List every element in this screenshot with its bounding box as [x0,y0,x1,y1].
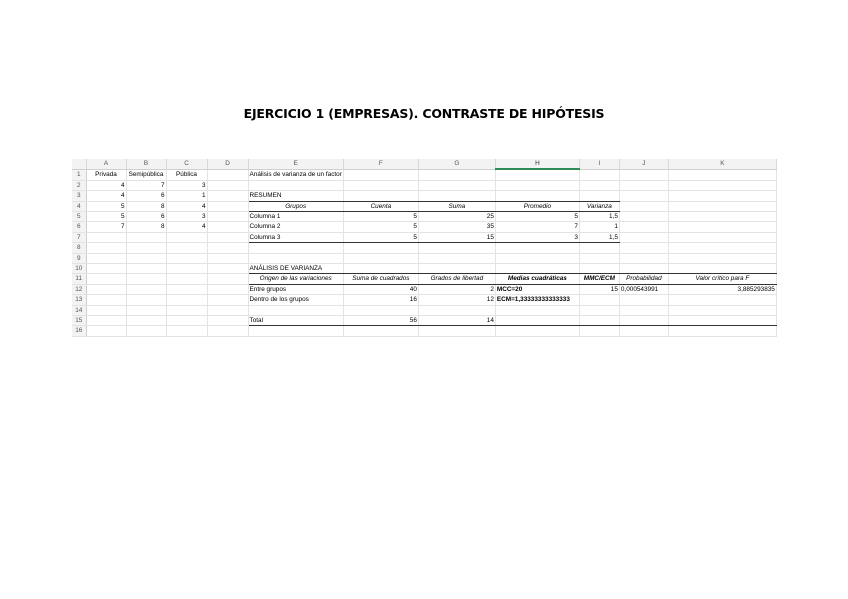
cell[interactable] [343,243,418,253]
cell[interactable] [418,305,495,315]
cell[interactable] [207,284,248,294]
column-header[interactable]: D [207,159,248,169]
cell[interactable] [207,169,248,180]
cell[interactable] [248,305,343,315]
row-header[interactable]: 3 [72,191,86,201]
cell[interactable] [495,169,579,180]
cell[interactable] [579,191,619,201]
row-header[interactable]: 6 [72,222,86,232]
sheet-row [72,201,776,211]
cell[interactable] [619,201,668,211]
cell[interactable] [495,326,579,336]
cell[interactable] [668,232,776,242]
cell[interactable] [86,232,126,242]
cell[interactable] [207,264,248,274]
cell[interactable]: Pública [166,169,207,180]
cell[interactable] [207,316,248,326]
cell[interactable] [207,212,248,222]
anova-header-cell[interactable]: Valor crítico para F [668,274,776,284]
cell[interactable] [207,180,248,190]
cell[interactable] [86,316,126,326]
cell[interactable] [495,316,579,326]
column-header[interactable]: B [126,159,166,169]
cell[interactable] [166,295,207,305]
anova-cell[interactable]: 3,885293835 [668,284,776,294]
anova-header-cell[interactable]: Suma de cuadrados [343,274,418,284]
cell[interactable] [418,191,495,201]
cell[interactable] [619,212,668,222]
cell[interactable] [495,253,579,263]
cell[interactable] [668,264,776,274]
cell[interactable] [343,253,418,263]
cell[interactable] [619,326,668,336]
anova-header-cell[interactable]: Probabilidad [619,274,668,284]
cell[interactable] [619,222,668,232]
cell[interactable]: 1 [166,191,207,201]
cell[interactable]: 4 [166,222,207,232]
anova-cell[interactable]: 0,000543991 [619,284,668,294]
column-header[interactable]: J [619,159,668,169]
cell[interactable] [248,326,343,336]
cell[interactable] [86,253,126,263]
cell[interactable] [207,243,248,253]
anova-header-cell[interactable]: Grados de libertad [418,274,495,284]
cell[interactable] [418,169,495,180]
cell[interactable] [619,169,668,180]
cell[interactable] [619,243,668,253]
cell[interactable] [207,274,248,284]
cell[interactable] [619,191,668,201]
cell[interactable] [343,169,418,180]
anova-cell[interactable]: 16 [343,295,418,305]
anova-cell[interactable]: 12 [418,295,495,305]
cell[interactable]: 4 [166,201,207,211]
column-header[interactable]: F [343,159,418,169]
cell[interactable]: Semipública [126,169,166,180]
summary-cell[interactable]: Columna 3 [248,232,343,242]
cell[interactable] [579,243,619,253]
cell[interactable] [668,169,776,180]
row-header[interactable]: 8 [72,243,86,253]
cell[interactable] [86,274,126,284]
cell[interactable] [495,264,579,274]
sheet-row [72,253,776,263]
sheet-row [72,295,776,305]
cell[interactable]: 5 [86,212,126,222]
corner-cell[interactable] [72,159,86,169]
cell[interactable] [126,326,166,336]
cell[interactable] [126,295,166,305]
cell[interactable] [668,253,776,263]
sheet-row [72,316,776,326]
cell[interactable] [248,253,343,263]
cell[interactable] [166,305,207,315]
cell[interactable]: 5 [86,201,126,211]
sheet-row [72,305,776,315]
anova-cell[interactable]: 56 [343,316,418,326]
cell[interactable] [668,212,776,222]
cell[interactable]: 3 [166,212,207,222]
row-header[interactable]: 2 [72,180,86,190]
cell[interactable] [343,326,418,336]
summary-cell[interactable]: 1,5 [579,232,619,242]
anova-cell[interactable]: Entre grupos [248,284,343,294]
cell[interactable] [166,284,207,294]
cell[interactable] [619,264,668,274]
cell[interactable]: 6 [126,212,166,222]
cell[interactable]: 4 [86,191,126,201]
cell[interactable] [207,201,248,211]
cell[interactable] [86,284,126,294]
cell[interactable] [668,222,776,232]
cell[interactable] [418,243,495,253]
cell[interactable] [619,316,668,326]
row-header[interactable]: 16 [72,326,86,336]
anova-header-cell[interactable]: Origen de las variaciones [248,274,343,284]
cell[interactable] [86,264,126,274]
row-header[interactable]: 1 [72,169,86,180]
cell[interactable] [619,253,668,263]
summary-cell[interactable]: 5 [495,212,579,222]
cell[interactable] [343,264,418,274]
cell[interactable] [126,264,166,274]
cell[interactable] [207,295,248,305]
cell[interactable] [579,305,619,315]
anova-label-cell[interactable]: ANÁLISIS DE VARIANZA [248,264,343,274]
cell[interactable]: Privada [86,169,126,180]
summary-cell[interactable]: 3 [495,232,579,242]
column-header[interactable]: K [668,159,776,169]
anova-cell[interactable]: Dentro de los grupos [248,295,343,305]
anova-title-cell[interactable]: Análisis de varianza de un factor [248,169,343,180]
cell[interactable] [166,232,207,242]
row-header[interactable]: 11 [72,274,86,284]
summary-header-cell[interactable]: Cuenta [343,201,418,211]
column-header[interactable]: C [166,159,207,169]
cell[interactable] [418,253,495,263]
cell[interactable] [126,316,166,326]
cell[interactable] [579,316,619,326]
cell[interactable] [495,243,579,253]
anova-cell[interactable]: 14 [418,316,495,326]
sheet-row [72,169,776,180]
cell[interactable] [579,326,619,336]
summary-cell[interactable]: 1,5 [579,212,619,222]
summary-cell[interactable]: 1 [579,222,619,232]
anova-cell[interactable]: 2 [418,284,495,294]
cell[interactable] [668,243,776,253]
cell[interactable]: 8 [126,222,166,232]
sheet-row [72,243,776,253]
summary-cell[interactable]: 15 [418,232,495,242]
cell[interactable] [668,305,776,315]
sheet-row [72,274,776,284]
cell[interactable]: 7 [126,180,166,190]
anova-header-cell[interactable]: MMC/ECM [579,274,619,284]
sheet-row [72,264,776,274]
sheet-row [72,232,776,242]
column-header[interactable]: I [579,159,619,169]
cell[interactable] [126,243,166,253]
row-header[interactable]: 14 [72,305,86,315]
cell[interactable] [166,274,207,284]
cell[interactable] [207,191,248,201]
cell[interactable] [495,180,579,190]
anova-cell[interactable]: 15 [579,284,619,294]
cell[interactable] [343,305,418,315]
cell[interactable]: 6 [126,191,166,201]
cell[interactable] [579,295,619,305]
page-title: EJERCICIO 1 (EMPRESAS). CONTRASTE DE HIPÓTESIS [243,106,605,121]
summary-cell[interactable]: 5 [343,232,418,242]
cell[interactable] [207,253,248,263]
cell[interactable] [343,180,418,190]
summary-cell[interactable]: 35 [418,222,495,232]
row-header[interactable]: 7 [72,232,86,242]
column-header[interactable]: G [418,159,495,169]
summary-cell[interactable]: 5 [343,212,418,222]
summary-header-cell[interactable]: Suma [418,201,495,211]
sheet-row [72,222,776,232]
sheet-row [72,212,776,222]
summary-cell[interactable]: Columna 1 [248,212,343,222]
summary-cell[interactable]: Columna 2 [248,222,343,232]
cell[interactable] [207,222,248,232]
cell[interactable] [579,180,619,190]
cell[interactable] [207,326,248,336]
column-header[interactable]: A [86,159,126,169]
row-header[interactable]: 13 [72,295,86,305]
cell[interactable] [579,253,619,263]
cell[interactable] [495,305,579,315]
cell[interactable] [86,326,126,336]
cell[interactable] [668,201,776,211]
row-header[interactable]: 9 [72,253,86,263]
cell[interactable] [619,295,668,305]
cell[interactable] [579,264,619,274]
cell[interactable] [668,295,776,305]
summary-header-cell[interactable]: Varianza [579,201,619,211]
cell[interactable] [166,264,207,274]
cell[interactable] [126,232,166,242]
cell[interactable] [86,243,126,253]
cell[interactable] [248,243,343,253]
cell[interactable] [166,243,207,253]
cell[interactable] [126,274,166,284]
cell[interactable] [86,295,126,305]
cell[interactable]: 8 [126,201,166,211]
summary-cell[interactable]: 5 [343,222,418,232]
sheet-row [72,191,776,201]
cell[interactable] [418,326,495,336]
summary-header-cell[interactable]: Grupos [248,201,343,211]
cell[interactable] [668,326,776,336]
anova-header-cell[interactable]: Medias cuadráticas [495,274,579,284]
cell[interactable] [579,169,619,180]
sheet-row [72,180,776,190]
sheet-row [72,284,776,294]
cell[interactable] [619,305,668,315]
cell[interactable] [248,180,343,190]
cell[interactable] [166,253,207,263]
sheet-row [72,326,776,336]
cell[interactable] [207,232,248,242]
cell[interactable] [619,180,668,190]
spreadsheet [72,159,777,337]
summary-cell[interactable]: 7 [495,222,579,232]
cell[interactable] [86,305,126,315]
cell[interactable]: 3 [166,180,207,190]
cell[interactable] [126,305,166,315]
summary-header-cell[interactable]: Promedio [495,201,579,211]
summary-cell[interactable]: 25 [418,212,495,222]
anova-cell[interactable]: Total [248,316,343,326]
cell[interactable] [668,316,776,326]
cell[interactable]: 4 [86,180,126,190]
cell[interactable] [495,191,579,201]
cell[interactable] [668,180,776,190]
anova-cell[interactable]: MCC=20 [495,284,579,294]
column-header-row [72,159,776,169]
cell[interactable] [619,232,668,242]
cell[interactable] [207,305,248,315]
column-header[interactable]: E [248,159,343,169]
anova-cell[interactable]: 40 [343,284,418,294]
anova-cell[interactable]: ECM=1,33333333333333 [495,295,579,305]
cell[interactable]: 7 [86,222,126,232]
cell[interactable] [126,253,166,263]
cell[interactable] [668,191,776,201]
cell[interactable] [343,191,418,201]
cell[interactable] [166,326,207,336]
cell[interactable] [126,284,166,294]
row-header[interactable]: 10 [72,264,86,274]
row-header[interactable]: 5 [72,212,86,222]
cell[interactable] [418,180,495,190]
row-header[interactable]: 15 [72,316,86,326]
row-header[interactable]: 12 [72,284,86,294]
summary-label-cell[interactable]: RESUMEN [248,191,343,201]
column-header-selected[interactable]: H [495,159,579,169]
cell[interactable] [166,316,207,326]
row-header[interactable]: 4 [72,201,86,211]
cell[interactable] [418,264,495,274]
